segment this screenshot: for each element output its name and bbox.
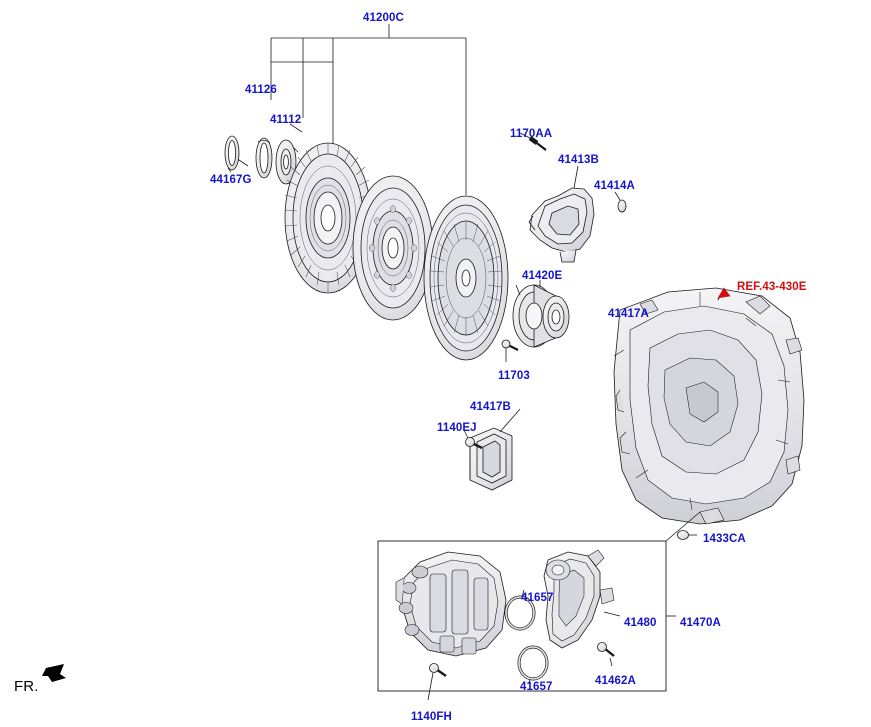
- part-label-41414A: 41414A: [594, 180, 635, 192]
- part-label-11703: 11703: [498, 370, 530, 382]
- part-44167G-snap-ring: [225, 136, 239, 172]
- part-label-1140EJ: 1140EJ: [437, 422, 477, 434]
- part-label-1170AA: 1170AA: [510, 128, 553, 140]
- part-label-41462A: 41462A: [595, 675, 636, 687]
- part-41470A-actuator-body: [396, 552, 506, 656]
- part-41200C-clutch-disc-rear: [353, 176, 433, 320]
- part-41657-oring-lower: [519, 647, 547, 684]
- part-1433CA-pin: [678, 531, 698, 540]
- part-41413B-release-fork: [529, 166, 594, 262]
- part-41462A-bolt: [598, 643, 615, 667]
- part-label-1140FH: 1140FH: [411, 711, 452, 723]
- part-label-44167G: 44167G: [210, 174, 252, 186]
- part-11703-bolt: [502, 340, 518, 362]
- fr-arrow: [42, 664, 66, 682]
- part-label-41417A: 41417A: [608, 308, 649, 320]
- orientation-marker-fr: FR.: [14, 678, 39, 695]
- part-label-41112: 41112: [270, 114, 302, 126]
- part-label-41413B: 41413B: [558, 154, 599, 166]
- part-41417B-bracket: [470, 409, 520, 490]
- part-label-41657-lower: 41657: [520, 681, 553, 693]
- part-41480-lever: [544, 550, 620, 648]
- transmission-housing: [614, 288, 804, 524]
- part-label-41420E: 41420E: [522, 270, 563, 282]
- part-41414A-clip: [615, 192, 626, 212]
- part-label-41126: 41126: [245, 84, 277, 96]
- part-41200C-pressure-plate: [424, 196, 508, 360]
- part-label-41417B: 41417B: [470, 401, 511, 413]
- part-label-1433CA: 1433CA: [703, 533, 746, 545]
- part-label-41470A: 41470A: [680, 617, 721, 629]
- part-1140FH-bolt: [428, 664, 446, 701]
- part-label-41657-upper: 41657: [521, 592, 554, 604]
- part-label-41480: 41480: [624, 617, 657, 629]
- part-label-41200C: 41200C: [363, 12, 404, 24]
- part-41126-ring: [256, 138, 272, 178]
- reference-label-43-430E: REF.43-430E: [737, 281, 807, 293]
- leader-lines-lower: [666, 512, 700, 616]
- part-41420E-release-bearing: [513, 280, 569, 347]
